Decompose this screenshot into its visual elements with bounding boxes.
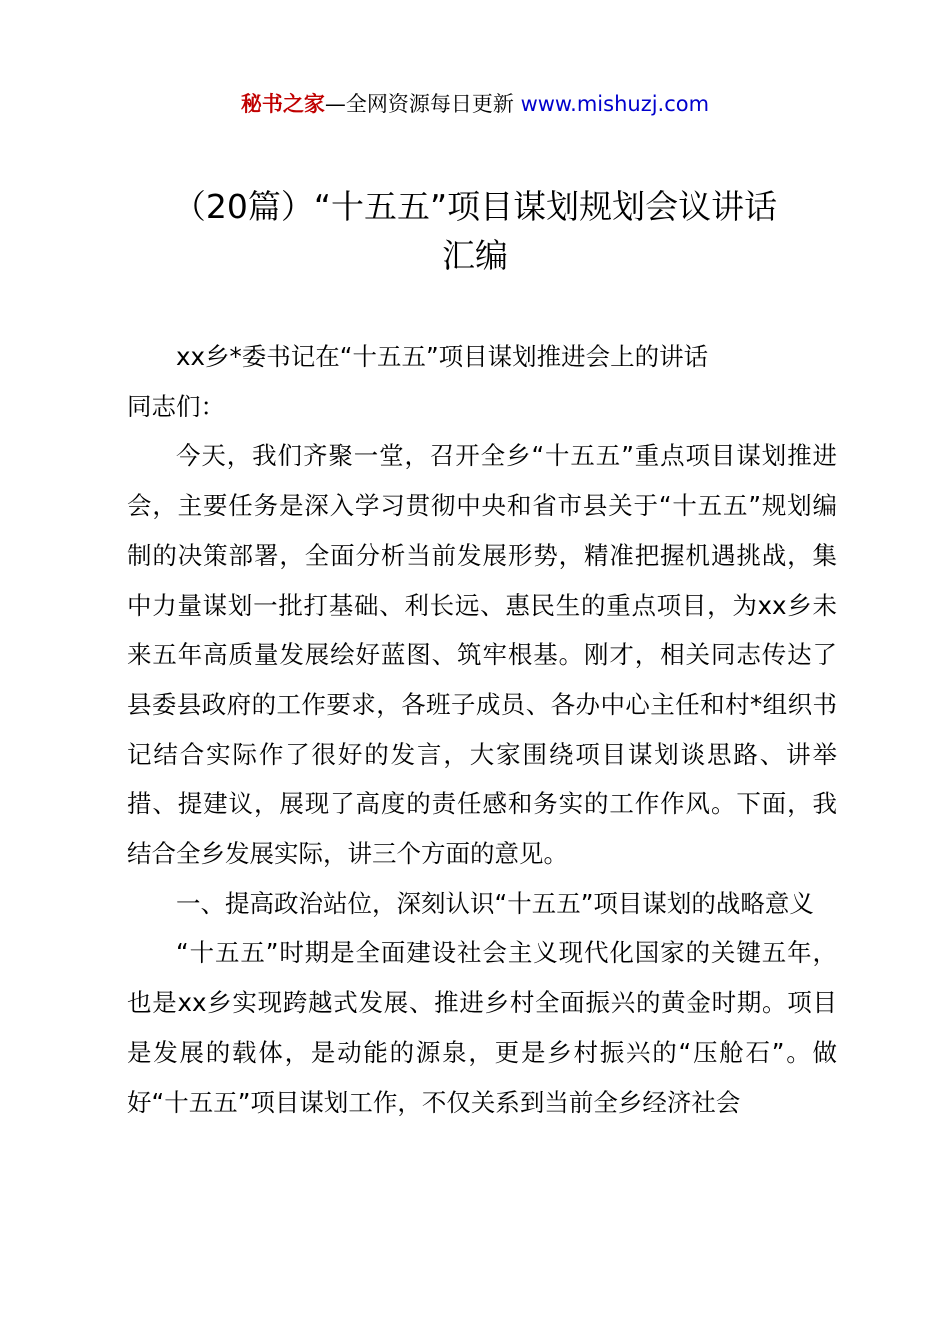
site-header: [0, 86, 950, 122]
document-title: [0, 182, 950, 280]
paragraph-2: “十五五”时期是全面建设社会主义现代化国家的关键五年，也是xx乡实现跨越式发展、推进乡村全面振兴的黄金时期。项目是发展的载体，是动能的源泉，更是乡村振兴的“压舱石”。做好“十五五”项目谋划工作，不仅关系到当前全乡经济社会: [127, 938, 837, 1117]
brand-name: 秘书之家: [240, 92, 325, 116]
section-1-heading: 一、提高政治站位，深刻认识“十五五”项目谋划的战略意义: [176, 888, 814, 918]
speech-subtitle: xx乡*委书记在“十五五”项目谋划推进会上的讲话: [176, 342, 709, 371]
title-line-2: 汇编: [442, 236, 508, 275]
title-line-1: （20篇）“十五五”项目谋划规划会议讲话: [172, 187, 778, 226]
document-body: [127, 332, 837, 1127]
site-url-link[interactable]: www.mishuzj.com: [520, 92, 710, 116]
paragraph-1: 今天，我们齐聚一堂，召开全乡“十五五”重点项目谋划推进会，主要任务是深入学习贯彻中央和省市县关于“十五五”规划编制的决策部署，全面分析当前发展形势，精准把握机遇挑战，集中力量谋划一批打基础、利长远、惠民生的重点项目，为xx乡未来五年高质量发展绘好蓝图、筑牢根基。刚才，相关同志传达了县委县政府的工作要求，各班子成员、各办中心主任和村*组织书记结合实际作了很好的发言，大家围绕项目谋划谈思路、讲举措、提建议，展现了高度的责任感和务实的工作作风。下面，我结合全乡发展实际，讲三个方面的意见。: [127, 441, 837, 869]
header-slogan: —全网资源每日更新: [324, 92, 514, 116]
salutation: 同志们：: [127, 391, 225, 421]
